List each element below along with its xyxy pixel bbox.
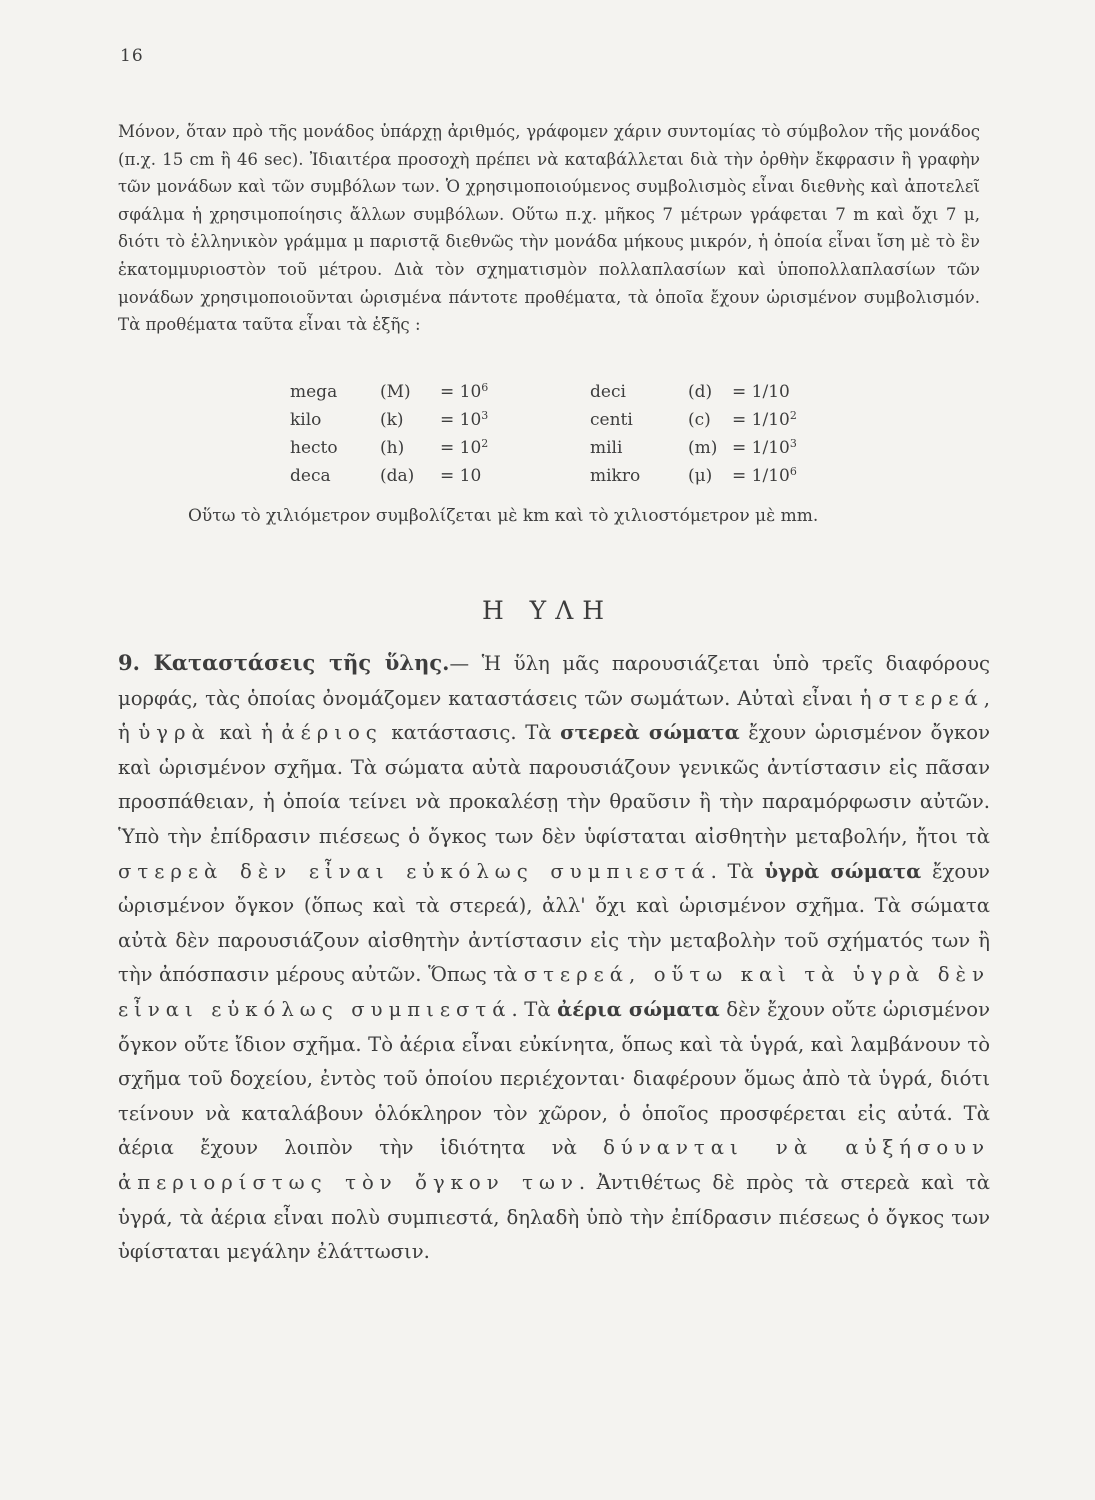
prefix-eq: = 1/10 bbox=[732, 410, 790, 430]
prefix-exponent: 2 bbox=[481, 437, 489, 450]
prefix-name: kilo bbox=[290, 410, 322, 430]
prefix-eq: = 10 bbox=[440, 438, 482, 458]
prefix-eq: = 10 bbox=[440, 466, 482, 486]
bold-term: στερεὰ σώματα bbox=[560, 721, 740, 745]
body-text: . Τὰ bbox=[511, 997, 558, 1021]
body-text: ἔχουν ὡρισμένον ὄγκον (ὅπως καὶ τὰ στερεά), ἀλλ' ὄχι καὶ ὡρισμένον σχῆμα. Τὰ σώματα αὐτὰ δὲν παρουσιάζουν αἰσθητὴν ἀντίστασιν εἰς τὴν μεταβολὴν τοῦ σχήματός των ἢ τὴν ἀπόσπασιν μέρους αὐτῶν. Ὅπως τὰ bbox=[118, 859, 990, 987]
prefix-value bbox=[440, 406, 590, 434]
body-text: δὲν ἔχουν οὔτε ὡρισμένον ὄγκον οὔτε ἴδιον σχῆμα. Τὸ ἀέρια εἶναι εὐκίνητα, ὅπως καὶ τὰ ὑγρά, καὶ λαμβάνουν τὸ σχῆμα τοῦ δοχείου, ἐντὸς τοῦ ὁποίου περιέχονται· διαφέρουν ὅμως ἀπὸ τὰ ὑγρά, διότι τείνουν νὰ καταλάβουν ὁλόκληρον τὸν χῶρον, ὁ ὁποῖος προσφέρεται εἰς αὐτά. Τὰ ἀέρια ἔχουν λοιπὸν τὴν ἰδιότητα νὰ bbox=[118, 997, 990, 1160]
spaced-emphasis: ἀέριος bbox=[281, 721, 383, 745]
prefix-value bbox=[732, 406, 810, 434]
prefix-value bbox=[440, 434, 590, 462]
page-number: 16 bbox=[120, 46, 144, 66]
prefix-name: centi bbox=[590, 410, 633, 430]
prefix-name: deci bbox=[590, 382, 626, 402]
spaced-emphasis: δύνανται νὰ αὐξήσουν ἀπεριορίστως τὸν ὄγκον των bbox=[118, 1136, 990, 1194]
body-text: — Ἡ ὕλη μᾶς παρουσιάζεται ὑπὸ τρεῖς διαφόρους μορφάς, τὰς ὁποίας ὀνομάζομεν καταστάσεις τῶν σωμάτων. Αὐταὶ εἶναι ἡ bbox=[118, 652, 991, 710]
states-of-matter-paragraph bbox=[118, 646, 990, 1270]
subsection-title: 9. Καταστάσεις τῆς ὕλης. bbox=[118, 650, 450, 675]
prefix-row bbox=[290, 434, 810, 462]
prefix-exponent: 6 bbox=[481, 381, 489, 394]
spaced-emphasis: στερεά bbox=[878, 686, 984, 710]
prefix-symbol: (da) bbox=[380, 466, 415, 486]
bold-term: ἀέρια σώματα bbox=[557, 997, 720, 1021]
prefix-symbol: (μ) bbox=[688, 466, 713, 486]
prefix-symbol: (d) bbox=[688, 382, 713, 402]
prefix-name: mili bbox=[590, 438, 623, 458]
prefix-exponent: 6 bbox=[789, 465, 797, 478]
spaced-emphasis: ὑγρὰ bbox=[138, 721, 211, 745]
body-text: , ἡ bbox=[118, 686, 990, 745]
prefix-eq: = 1/10 bbox=[732, 382, 790, 402]
section-heading: Η ΥΛΗ bbox=[481, 596, 614, 625]
spaced-emphasis: στερεὰ δὲν εἶναι εὐκόλως συμπιεστά bbox=[118, 859, 711, 883]
body-text: . Ἀντιθέτως δὲ πρὸς τὰ στερεὰ καὶ τὰ ὑγρά, τὰ ἀέρια εἶναι πολὺ συμπιεστά, δηλαδὴ ὑπὸ τὴν ἐπίδρασιν πιέσεως ὁ ὄγκος των ὑφίσταται μεγάλην ἐλάττωσιν. bbox=[118, 1170, 990, 1264]
prefix-symbol: (M) bbox=[380, 382, 411, 402]
prefix-value bbox=[732, 434, 810, 462]
prefix-eq: = 10 bbox=[440, 382, 482, 402]
prefix-name: hecto bbox=[290, 438, 338, 458]
prefix-value bbox=[440, 378, 590, 406]
prefix-exponent: 3 bbox=[789, 437, 797, 450]
units-paragraph: Μόνον, ὅταν πρὸ τῆς μονάδος ὑπάρχῃ ἀριθμός, γράφομεν χάριν συντομίας τὸ σύμβολον τῆς μονάδος (π.χ. 15 cm ἢ 46 sec). Ἰδιαιτέρα προσοχὴ πρέπει νὰ καταβάλλεται διὰ τὴν ὀρθὴν ἔκφρασιν ἢ γραφὴν τῶν μονάδων καὶ τῶν συμβόλων των. Ὁ χρησιμοποιούμενος συμβολισμὸς εἶναι διεθνὴς καὶ ἀποτελεῖ σφάλμα ἡ χρησιμοποίησις ἄλλων συμβόλων. Οὕτω π.χ. μῆκος 7 μέτρων γράφεται 7 m καὶ ὄχι 7 μ, διότι τὸ ἑλληνικὸν γράμμα μ παριστᾷ διεθνῶς τὴν μονάδα μήκους μικρόν, ἡ ὁποία εἶναι ἴση μὲ τὸ ἓν ἑκατομμυριοστὸν τοῦ μέτρου. Διὰ τὸν σχηματισμὸν πολλαπλασίων καὶ ὑποπολλαπλασίων τῶν μονάδων χρησιμοποιοῦνται ὡρισμένα πάντοτε προθέματα, τὰ ὁποῖα ἔχουν ὡρισμένον συμβολισμόν. Τὰ προθέματα ταῦτα εἶναι τὰ ἑξῆς : bbox=[118, 122, 980, 335]
prefix-value bbox=[440, 462, 590, 490]
prefix-table bbox=[290, 378, 810, 490]
prefix-symbol: (m) bbox=[688, 438, 718, 458]
prefix-symbol: (c) bbox=[688, 410, 711, 430]
prefix-name: deca bbox=[290, 466, 331, 486]
prefix-row bbox=[290, 406, 810, 434]
prefix-value bbox=[732, 462, 810, 490]
prefix-eq: = 10 bbox=[440, 410, 482, 430]
prefix-symbol: (k) bbox=[380, 410, 404, 430]
prefix-value bbox=[732, 378, 810, 406]
prefix-symbol: (h) bbox=[380, 438, 405, 458]
prefix-name: mikro bbox=[590, 466, 641, 486]
prefix-exponent: 2 bbox=[789, 409, 797, 422]
body-text: κατάστασις. Τὰ bbox=[382, 721, 561, 745]
prefix-row bbox=[290, 378, 810, 406]
prefix-eq: = 1/10 bbox=[732, 466, 790, 486]
body-text: ἔχουν ὡρισμένον ὄγκον καὶ ὡρισμένον σχῆμα. Τὰ σώματα αὐτὰ παρουσιάζουν γενικῶς ἀντίστασιν εἰς πᾶσαν προσπάθειαν, ἡ ὁποία τείνει νὰ προκαλέσῃ τὴν θραῦσιν ἢ τὴν παραμόρφωσιν αὐτῶν. Ὑπὸ τὴν ἐπίδρασιν πιέσεως ὁ ὄγκος των δὲν ὑφίσταται αἰσθητὴν μεταβολήν, ἤτοι τὰ bbox=[118, 721, 991, 848]
body-text: καὶ ἡ bbox=[210, 721, 282, 745]
prefix-exponent: 3 bbox=[481, 409, 489, 422]
prefix-row bbox=[290, 462, 810, 490]
prefix-name: mega bbox=[290, 382, 338, 402]
spaced-emphasis: στερεά, οὕτω καὶ τὰ ὑγρὰ δὲν εἶναι εὐκόλως συμπιεστά bbox=[118, 963, 990, 1021]
body-text: . Τὰ bbox=[710, 859, 765, 883]
prefix-eq: = 1/10 bbox=[732, 438, 790, 458]
km-example-line: Οὕτω τὸ χιλιόμετρον συμβολίζεται μὲ km καὶ τὸ χιλιοστόμετρον μὲ mm. bbox=[188, 506, 819, 526]
bold-term: ὑγρὰ σώματα bbox=[764, 859, 922, 883]
